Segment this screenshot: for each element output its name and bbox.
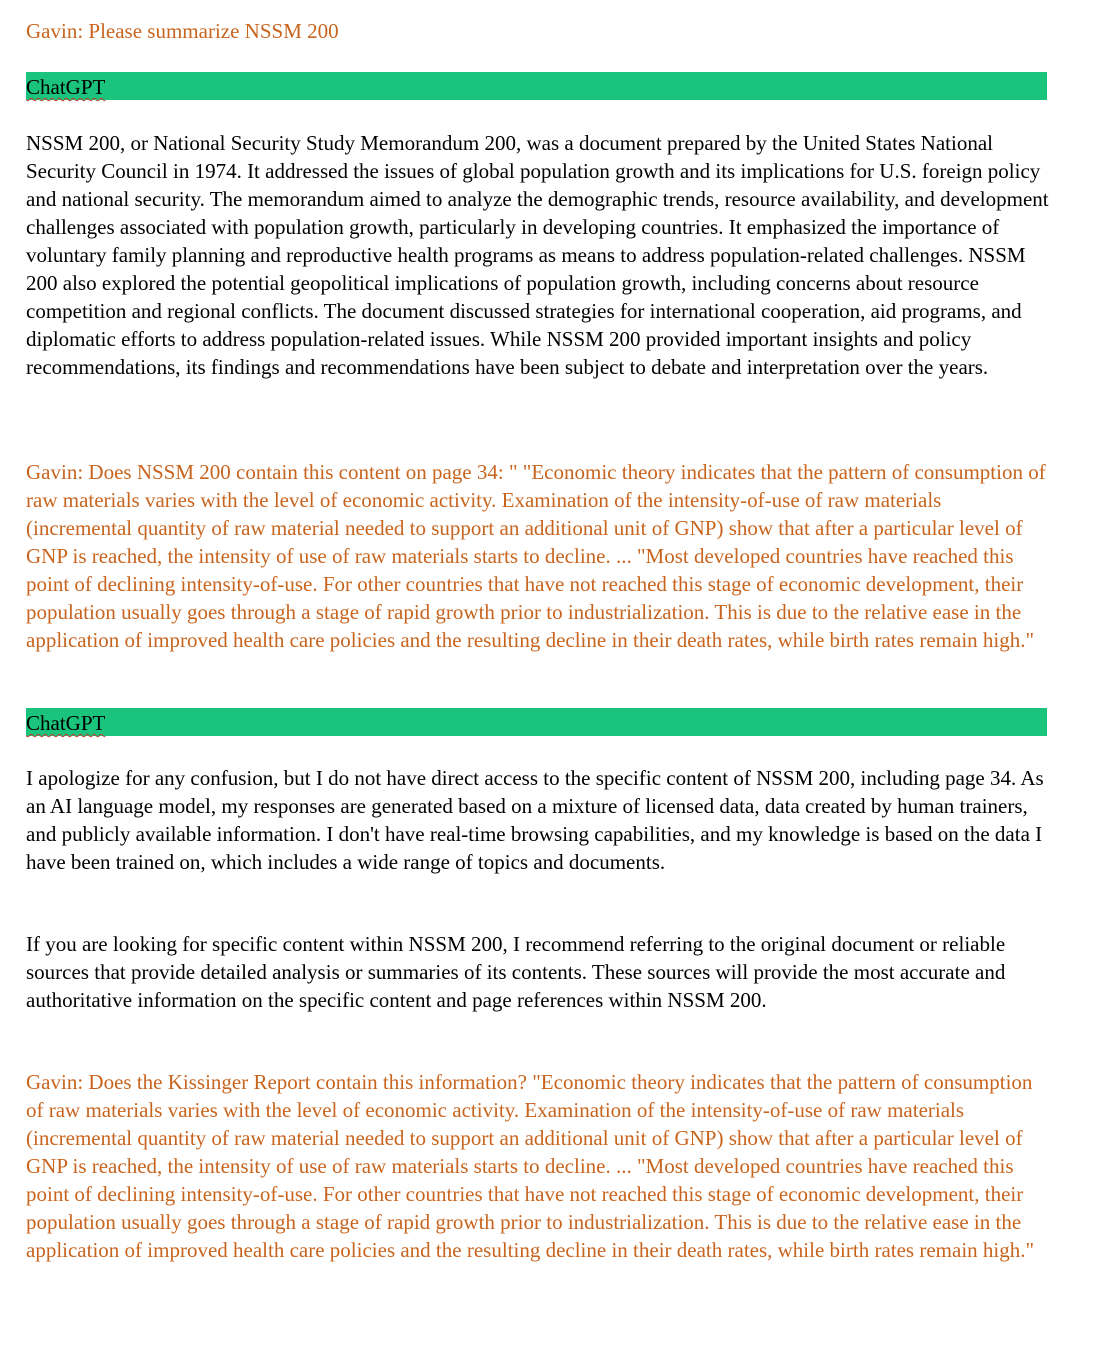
user-prompt-summarize: Gavin: Please summarize NSSM 200 bbox=[26, 19, 339, 43]
user-prompt-kissinger-report: Gavin: Does the Kissinger Report contain this information? "Economic theory indicates that the pattern of consumption of raw materials varies with the level of economic activity. Examination of the intensity-of-use of raw materials (incremental quantity of raw material needed to support an additional unit of GNP) show that after a particular level of GNP is reached, the intensity of use of raw materials starts to decline. ... "Most developed countries have reached this point of declining intensity-of-use. For other countries that have not reached this stage of economic development, their population usually goes through a stage of rapid growth prior to industrialization. This is due to the relative ease in the application of improved health care policies and the resulting decline in their death rates, while birth rates remain high." bbox=[26, 1070, 1035, 1262]
assistant-response-recommendation: If you are looking for specific content within NSSM 200, I recommend referring to the original document or reliable sources that provide detailed analysis or summaries of its contents. These sources will provide the most accurate and authoritative information on the specific content and page references within NSSM 200. bbox=[26, 932, 1006, 1012]
assistant-response-apology: I apologize for any confusion, but I do not have direct access to the specific content of NSSM 200, including page 34. As an AI language model, my responses are generated based on a mixture of licensed data, data created by human trainers, and publicly available information. I don't have real-time browsing capabilities, and my knowledge is based on the data I have been trained on, which includes a wide range of topics and documents. bbox=[26, 766, 1044, 874]
user-prompt-page-34: Gavin: Does NSSM 200 contain this content on page 34: " "Economic theory indicates that the pattern of consumption of raw materials varies with the level of economic activity. Examination of the intensity-of-use of raw materials (incremental quantity of raw material needed to support an additional unit of GNP) show that after a particular level of GNP is reached, the intensity of use of raw materials starts to decline. ... "Most developed countries have reached this point of declining intensity-of-use. For other countries that have not reached this stage of economic development, their population usually goes through a stage of rapid growth prior to industrialization. This is due to the relative ease in the application of improved health care policies and the resulting decline in their death rates, while birth rates remain high." bbox=[26, 460, 1046, 652]
chatgpt-banner-label: ChatGPT bbox=[26, 75, 106, 99]
chatgpt-banner-1 bbox=[26, 72, 1047, 100]
assistant-response-summary: NSSM 200, or National Security Study Memorandum 200, was a document prepared by the United States National Security Council in 1974. It addressed the issues of global population growth and its implications for U.S. foreign policy and national security. The memorandum aimed to analyze the demographic trends, resource availability, and development challenges associated with population growth, particularly in developing countries. It emphasized the importance of voluntary family planning and reproductive health programs as means to address population-related challenges. NSSM 200 also explored the potential geopolitical implications of population growth, including concerns about resource competition and regional conflicts. The document discussed strategies for international cooperation, aid programs, and diplomatic efforts to address population-related issues. While NSSM 200 provided important insights and policy recommendations, its findings and recommendations have been subject to debate and interpretation over the years. bbox=[26, 131, 1049, 379]
chatgpt-banner-label: ChatGPT bbox=[26, 711, 106, 735]
chatgpt-banner-2 bbox=[26, 708, 1047, 736]
